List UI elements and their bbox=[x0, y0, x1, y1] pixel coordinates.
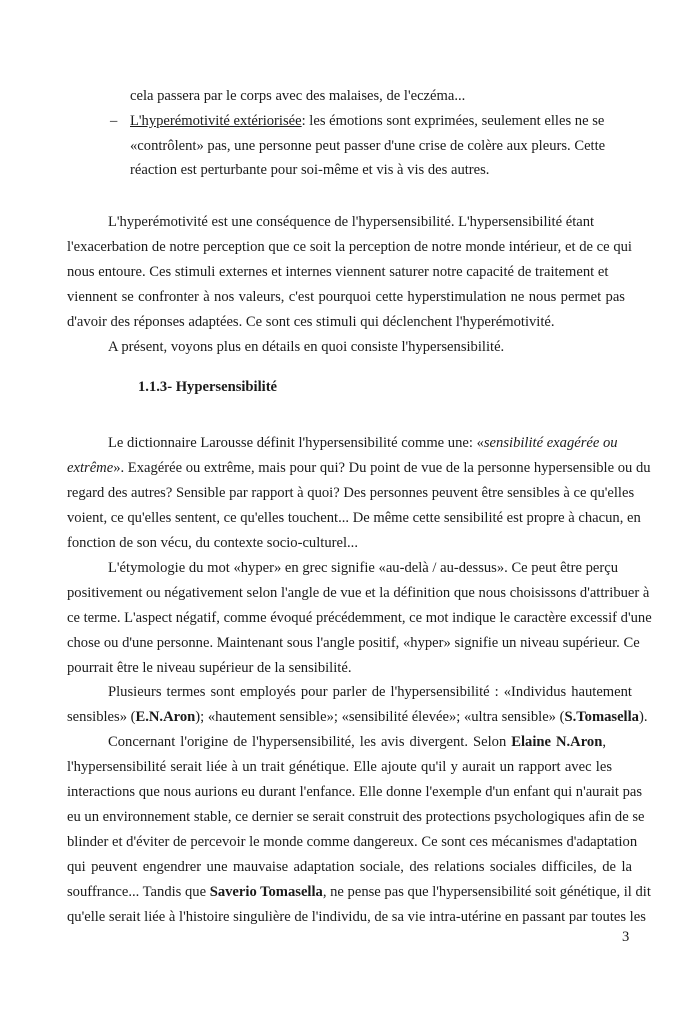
para5-line-5: blinder et d'éviter de percevoir le monde comme dangereux. Ce sont ces mécanismes d'adaptation bbox=[67, 834, 638, 850]
list-item-2-line-2: «contrôlent» pas, une personne peut passer d'une crise de colère aux pleurs. Cette bbox=[130, 138, 606, 154]
author-elaine-aron: Elaine N.Aron bbox=[511, 734, 603, 750]
para3-line-1: L'étymologie du mot «hyper» en grec signifie «au-delà / au-dessus». Ce peut être perçu bbox=[108, 560, 619, 576]
para5-line-8: qu'elle serait liée à l'histoire singulière de l'individu, de sa vie intra-utérine en passant par toutes les bbox=[67, 909, 646, 925]
para1-line-2: l'exacerbation de notre perception que ce soit la perception de notre monde intérieur, et de ce qui bbox=[67, 239, 632, 255]
para5-line-7: souffrance... Tandis que Saverio Tomasella, ne pense pas que l'hypersensibilité soit génétique, il dit bbox=[67, 884, 651, 900]
para5-line-3: interactions que nous aurions eu durant l'enfance. Elle donne l'exemple d'un enfant qui n'aurait pas bbox=[67, 784, 643, 800]
definition-quote-italic: sensibilité exagérée ou bbox=[483, 435, 618, 451]
para4-line-1: Plusieurs termes sont employés pour parler de l'hypersensibilité : «Individus hautement bbox=[108, 684, 632, 700]
list-item-2-line-1: L'hyperémotivité extériorisée: les émotions sont exprimées, seulement elles ne se bbox=[130, 113, 605, 129]
para3-line-2: positivement ou négativement selon l'angle de vue et la définition que nous choisissons d'attribuer à bbox=[67, 585, 650, 601]
para3-line-3: ce terme. L'aspect négatif, comme évoqué précédemment, ce mot indique le caractère excessif d'une bbox=[67, 610, 652, 626]
para3-line-4: chose ou d'une personne. Maintenant sous l'angle positif, «hyper» signifie un niveau supérieur. Ce bbox=[67, 635, 640, 651]
para1-line-1: L'hyperémotivité est une conséquence de l'hypersensibilité. L'hypersensibilité étant bbox=[108, 214, 595, 230]
page-number: 3 bbox=[622, 929, 630, 945]
list-bullet-dash: – bbox=[110, 113, 118, 129]
para4-line-2: sensibles» (E.N.Aron); «hautement sensible»; «sensibilité élevée»; «ultra sensible» (S.Tomasella). bbox=[67, 709, 648, 725]
para5-line-4: eu un environnement stable, ce dernier se serait construit des protections psychologiques afin de se bbox=[67, 809, 645, 825]
para2-line-1: Le dictionnaire Larousse définit l'hypersensibilité comme une: «sensibilité exagérée ou bbox=[108, 435, 618, 451]
para2-line-3: regard des autres? Sensible par rapport à quoi? Des personnes peuvent être sensibles à ce qu'elles bbox=[67, 485, 635, 501]
para3-line-5: pourrait être le niveau supérieur de la sensibilité. bbox=[67, 660, 352, 676]
para2-line-2: extrême». Exagérée ou extrême, mais pour qui? Du point de vue de la personne hypersensible ou du bbox=[67, 460, 651, 476]
para2-line-4: voient, ce qu'elles sentent, ce qu'elles touchent... De même cette sensibilité est propre à chacun, en bbox=[67, 510, 641, 526]
section-heading: 1.1.3- Hypersensibilité bbox=[138, 379, 278, 395]
para1-line-4: viennent se confronter à nos valeurs, c'est pourquoi cette hyperstimulation ne nous permet pas bbox=[67, 289, 625, 305]
para1-line-5: d'avoir des réponses adaptées. Ce sont ces stimuli qui déclenchent l'hyperémotivité. bbox=[67, 314, 555, 330]
para5-line-2: l'hypersensibilité serait liée à un trait génétique. Elle ajoute qu'il y aurait un rapport avec les bbox=[67, 759, 612, 775]
para1-line-3: nous entoure. Ces stimuli externes et internes viennent saturer notre capacité de traitement et bbox=[67, 264, 609, 280]
list-item-2-line-3: réaction est perturbante pour soi-même et vis à vis des autres. bbox=[130, 162, 490, 178]
para2-line-5: fonction de son vécu, du contexte socio-culturel... bbox=[67, 535, 358, 551]
para5-line-6: qui peuvent engendrer une mauvaise adaptation sociale, des relations sociales difficiles, de la bbox=[67, 859, 632, 875]
author-aron: E.N.Aron bbox=[135, 709, 196, 725]
para5-line-1: Concernant l'origine de l'hypersensibilité, les avis divergent. Selon Elaine N.Aron, bbox=[108, 734, 606, 750]
author-tomasella: S.Tomasella bbox=[564, 709, 639, 725]
list-item-2-term: L'hyperémotivité extériorisée bbox=[130, 113, 302, 129]
para1-line-6: A présent, voyons plus en détails en quoi consiste l'hypersensibilité. bbox=[108, 339, 505, 355]
list-item-1-line-2: cela passera par le corps avec des malaises, de l'eczéma... bbox=[130, 88, 466, 104]
author-saverio-tomasella: Saverio Tomasella bbox=[209, 884, 323, 900]
